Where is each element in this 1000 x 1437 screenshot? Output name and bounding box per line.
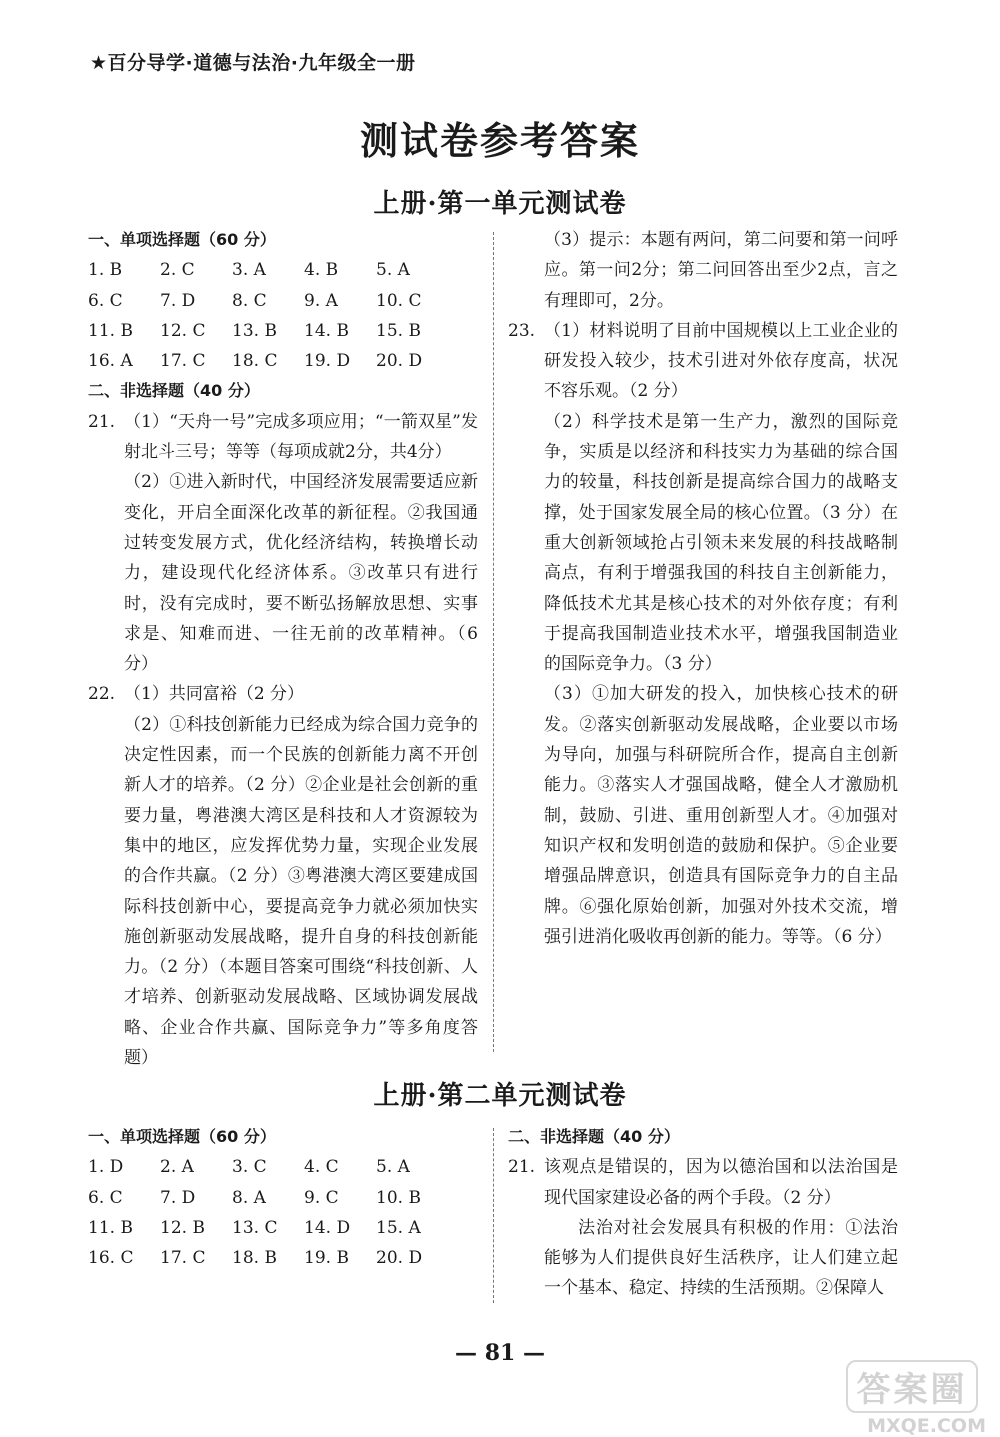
answer-item: 14. B — [304, 320, 349, 341]
answer-item: 20. D — [376, 351, 423, 372]
answer-paragraph: （1）材料说明了目前中国规模以上工业企业的研发投入较少，技术引进对外依存度高，状况不容乐观。（2 分） — [544, 320, 898, 402]
answer-item: 7. D — [160, 290, 196, 311]
answer-item: 1. D — [88, 1157, 124, 1178]
answer-item: 2. C — [160, 260, 195, 281]
answer-item: 9. C — [304, 1187, 339, 1208]
answer-paragraph: （3）①加大研发的投入，加快核心技术的研发。②落实创新驱动发展战略，企业要以市场为导向，加强与科研院所合作，提高自主创新能力。③落实人才强国战略，健全人才激励机制，鼓励、引进、重用创新型人才。④加强对知识产权和发明创造的鼓励和保护。⑤企业要增强品牌意识，创造具有国际竞争力的自主品牌。⑥强化原始创新，加强对外技术交流，增强引进消化吸收再创新的能力。等等。（6 分） — [544, 684, 898, 947]
answer-item: 12. B — [160, 1217, 205, 1238]
unit2-title: 上册·第二单元测试卷 — [373, 1081, 627, 1111]
answer-item: 3. C — [232, 1157, 267, 1178]
answer-item: 13. B — [232, 320, 277, 341]
unit1-right-column — [508, 225, 898, 952]
answer-item: 15. A — [376, 1217, 421, 1238]
answer-item: 16. C — [88, 1248, 134, 1269]
unit1-title: 上册·第一单元测试卷 — [373, 189, 627, 219]
answer-item: 3. A — [232, 260, 266, 281]
answer-item: 1. B — [88, 260, 123, 281]
question-21 — [88, 407, 478, 680]
unit1-choice-heading: 一、单项选择题（60 分） — [88, 230, 276, 249]
answer-item: 10. C — [376, 290, 422, 311]
question-22 — [88, 679, 478, 1073]
unit2-left-column — [88, 1122, 478, 1273]
unit2-choice-heading: 一、单项选择题（60 分） — [88, 1127, 276, 1146]
unit2-right-column — [508, 1122, 898, 1304]
answer-item: 18. C — [232, 351, 278, 372]
answer-item: 5. A — [376, 1157, 410, 1178]
answer-paragraph: （2）①科技创新能力已经成为综合国力竞争的决定性因素，而一个民族的创新能力离不开创新人才的培养。（2 分）②企业是社会创新的重要力量，粤港澳大湾区是科技和人才资源较为集中的地区，应发挥优势力量，实现企业发展的合作共赢。（2 分）③粤港澳大湾区要建成国际科技创新中心，要提高竞争力就必须加快实施创新驱动发展战略，提升自身的科技创新能力。（2 分）（本题目答案可围绕“科技创新、人才培养、创新驱动发展战略、区域协调发展战略、企业合作共赢、国际竞争力”等多角度答题） — [124, 714, 478, 1069]
answer-item: 18. B — [232, 1248, 277, 1269]
answer-paragraph: 该观点是错误的，因为以德治国和以法治国是现代国家建设必备的两个手段。（2 分） — [544, 1157, 898, 1208]
watermark-text: 答案圈 — [846, 1360, 978, 1413]
unit2-answer-grid — [88, 1152, 478, 1273]
answer-item: 6. C — [88, 1187, 123, 1208]
answer-item: 8. C — [232, 290, 267, 311]
answer-item: 20. D — [376, 1248, 423, 1269]
answer-paragraph: 法治对社会发展具有积极的作用：①法治能够为人们提供良好生活秩序，让人们建立起一个基本、稳定、持续的生活预期。②保障人 — [544, 1217, 898, 1299]
answer-paragraph: （1）“天舟一号”完成多项应用；“一箭双星”发射北斗三号；等等（每项成就2分，共4分） — [124, 411, 478, 463]
column-divider — [493, 1128, 494, 1303]
answer-item: 2. A — [160, 1157, 194, 1178]
watermark-url: MXQE.COM — [867, 1415, 986, 1437]
unit1-answer-grid — [88, 255, 478, 376]
answer-item: 16. A — [88, 351, 133, 372]
answer-item: 8. A — [232, 1187, 266, 1208]
page-number: — 81 — — [455, 1340, 545, 1366]
question-22-continued — [508, 225, 898, 316]
answer-item: 14. D — [304, 1217, 351, 1238]
answer-paragraph: （2）科学技术是第一生产力，激烈的国际竞争，实质是以经济和科技实力为基础的综合国力的较量，科技创新是提高综合国力的战略支撑，处于国家发展全局的核心位置。（3 分）在重大创新领域抢占引领未来发展的科技战略制高点，有利于增强我国的科技自主创新能力，降低技术尤其是核心技术的对外依存度；有利于提高我国制造业技术水平，增强我国制造业的国际竞争力。（3 分） — [544, 411, 898, 675]
question-number: 23. — [508, 320, 536, 341]
unit2-nonchoice-heading: 二、非选择题（40 分） — [508, 1127, 680, 1146]
question-21 — [508, 1152, 898, 1303]
answer-paragraph: （3）提示：本题有两问，第二问要和第一问呼应。第一问2分；第二问回答出至少2点，言之有理即可，2分。 — [544, 230, 898, 311]
answer-item: 4. B — [304, 260, 339, 281]
unit1-left-column — [88, 225, 478, 1073]
watermark-logo — [826, 1360, 986, 1437]
page-title: 测试卷参考答案 — [359, 118, 640, 163]
answer-item: 19. B — [304, 1248, 349, 1269]
answer-item: 7. D — [160, 1187, 196, 1208]
answer-item: 19. D — [304, 351, 351, 372]
answer-item: 11. B — [88, 320, 133, 341]
answer-item: 4. C — [304, 1157, 339, 1178]
answer-item: 17. C — [160, 351, 206, 372]
column-divider — [493, 232, 494, 1052]
answer-item: 5. A — [376, 260, 410, 281]
answer-item: 6. C — [88, 290, 123, 311]
answer-paragraph: （1）共同富裕（2 分） — [124, 684, 305, 705]
answer-item: 11. B — [88, 1217, 133, 1238]
series-header: ★百分导学·道德与法治·九年级全一册 — [90, 52, 416, 74]
answer-item: 17. C — [160, 1248, 206, 1269]
question-number: 21. — [508, 1157, 536, 1178]
answer-item: 9. A — [304, 290, 338, 311]
unit1-nonchoice-heading: 二、非选择题（40 分） — [88, 381, 260, 401]
question-number: 21. — [88, 411, 116, 432]
answer-item: 13. C — [232, 1217, 278, 1238]
answer-item: 12. C — [160, 320, 206, 341]
question-23 — [508, 316, 898, 952]
answer-item: 10. B — [376, 1187, 421, 1208]
answer-item: 15. B — [376, 320, 421, 341]
answer-paragraph: （2）①进入新时代，中国经济发展需要适应新变化，开启全面深化改革的新征程。②我国通过转变发展方式，优化经济结构，转换增长动力，建设现代化经济体系。③改革只有进行时，没有完成时，要不断弘扬解放思想、实事求是、知难而进、一往无前的改革精神。（6 分） — [124, 472, 478, 675]
question-number: 22. — [88, 684, 116, 705]
